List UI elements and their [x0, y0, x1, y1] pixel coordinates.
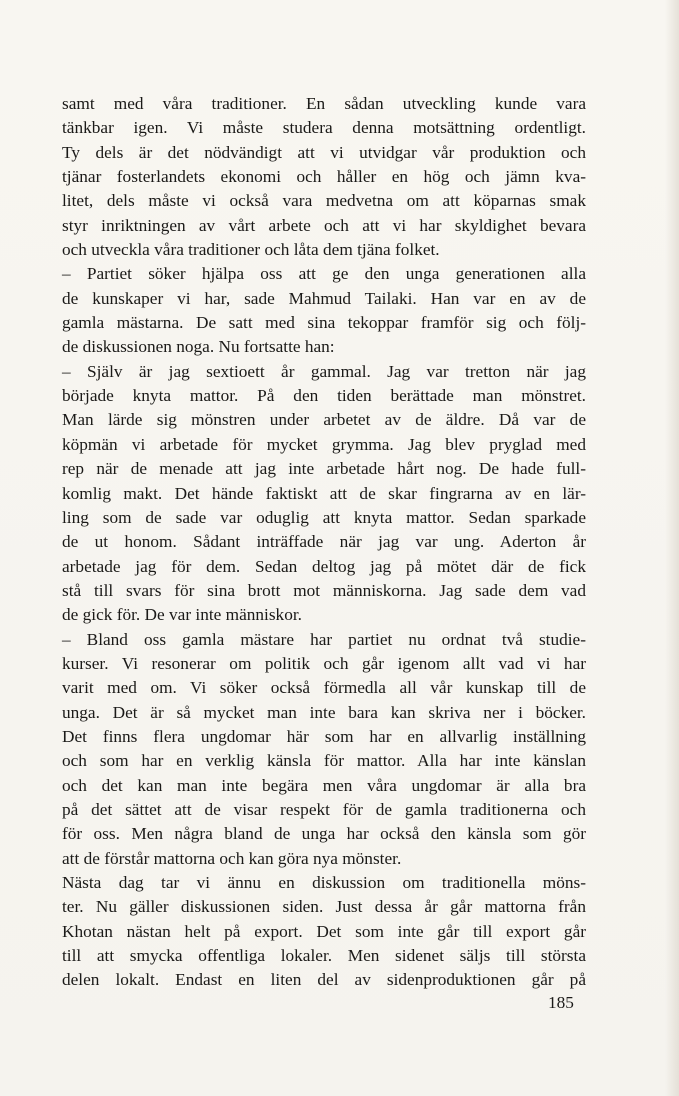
- text-line-30: på det sättet att de visar respekt för de gamla traditionerna och: [62, 799, 586, 819]
- text-line-12: – Själv är jag sextioett år gammal. Jag var tretton när jag: [62, 361, 586, 381]
- text-line-3: Ty dels är det nödvändigt att vi utvidgar vår produktion och: [62, 142, 586, 162]
- text-line-17: komlig makt. Det hände faktiskt att de skar fingrarna av en lär-: [62, 483, 586, 503]
- text-line-22: de gick för. De var inte människor.: [62, 605, 302, 625]
- text-line-14: Man lärde sig mönstren under arbetet av de äldre. Då var de: [62, 410, 586, 430]
- text-line-2: tänkbar igen. Vi måste studera denna motsättning ordentligt.: [62, 118, 586, 138]
- text-line-23: – Bland oss gamla mästare har partiet nu ordnat två studie-: [62, 629, 586, 649]
- text-line-36: till att smycka offentliga lokaler. Men sidenet säljs till största: [62, 946, 586, 966]
- text-line-18: ling som de sade var oduglig att knyta mattor. Sedan sparkade: [62, 507, 586, 527]
- text-line-33: Nästa dag tar vi ännu en diskussion om traditionella möns-: [62, 873, 586, 892]
- text-line-15: köpmän vi arbetade för mycket grymma. Jag blev pryglad med: [62, 434, 586, 454]
- text-line-24: kurser. Vi resonerar om politik och går igenom allt vad vi har: [62, 653, 586, 673]
- text-line-35: Khotan nästan helt på export. Det som inte går till export går: [62, 921, 586, 941]
- text-line-31: för oss. Men några bland de unga har också den känsla som gör: [62, 824, 586, 844]
- text-line-34: ter. Nu gäller diskussionen siden. Just dessa år går mattorna från: [62, 897, 586, 917]
- text-line-21: stå till svars för sina brott mot människorna. Jag sade dem vad: [62, 580, 586, 600]
- text-line-20: arbetade jag för dem. Sedan deltog jag på mötet där de fick: [62, 556, 586, 576]
- text-line-16: rep när de menade att jag inte arbetade hårt nog. De hade full-: [62, 459, 586, 479]
- text-line-28: och som har en verklig känsla för mattor. Alla har inte känslan: [62, 751, 586, 771]
- text-line-11: de diskussionen noga. Nu fortsatte han:: [62, 337, 335, 357]
- body-text: [62, 92, 586, 993]
- text-line-27: Det finns flera ungdomar här som har en allvarlig inställning: [62, 726, 586, 746]
- text-line-9: de kunskaper vi har, sade Mahmud Tailaki. Han var en av de: [62, 288, 586, 308]
- text-line-5: litet, dels måste vi också vara medvetna om att köparnas smak: [62, 191, 586, 211]
- text-line-8: – Partiet söker hjälpa oss att ge den unga generationen alla: [62, 264, 586, 284]
- page-edge-shadow: [665, 0, 679, 1096]
- text-line-6: styr inriktningen av vårt arbete och att vi har skyldighet bevara: [62, 215, 586, 235]
- text-line-4: tjänar fosterlandets ekonomi och håller en hög och jämn kva-: [62, 167, 586, 187]
- text-line-37: delen lokalt. Endast en liten del av sidenproduktionen går på: [62, 970, 586, 990]
- page-number: 185: [548, 993, 574, 1012]
- text-line-7: och utveckla våra traditioner och låta dem tjäna folket.: [62, 240, 440, 260]
- text-line-10: gamla mästarna. De satt med sina tekoppar framför sig och följ-: [62, 313, 586, 333]
- text-line-1: samt med våra traditioner. En sådan utveckling kunde vara: [62, 94, 586, 113]
- text-line-25: varit med om. Vi söker också förmedla all vår kunskap till de: [62, 678, 586, 698]
- text-line-32: att de förstår mattorna och kan göra nya mönster.: [62, 848, 402, 868]
- text-line-29: och det kan man inte begära men våra ungdomar är alla bra: [62, 775, 586, 795]
- text-line-26: unga. Det är så mycket man inte bara kan skriva ner i böcker.: [62, 702, 586, 722]
- text-line-13: började knyta mattor. På den tiden berättade man mönstret.: [62, 386, 586, 406]
- text-line-19: de ut honom. Sådant inträffade när jag var ung. Aderton år: [62, 532, 586, 552]
